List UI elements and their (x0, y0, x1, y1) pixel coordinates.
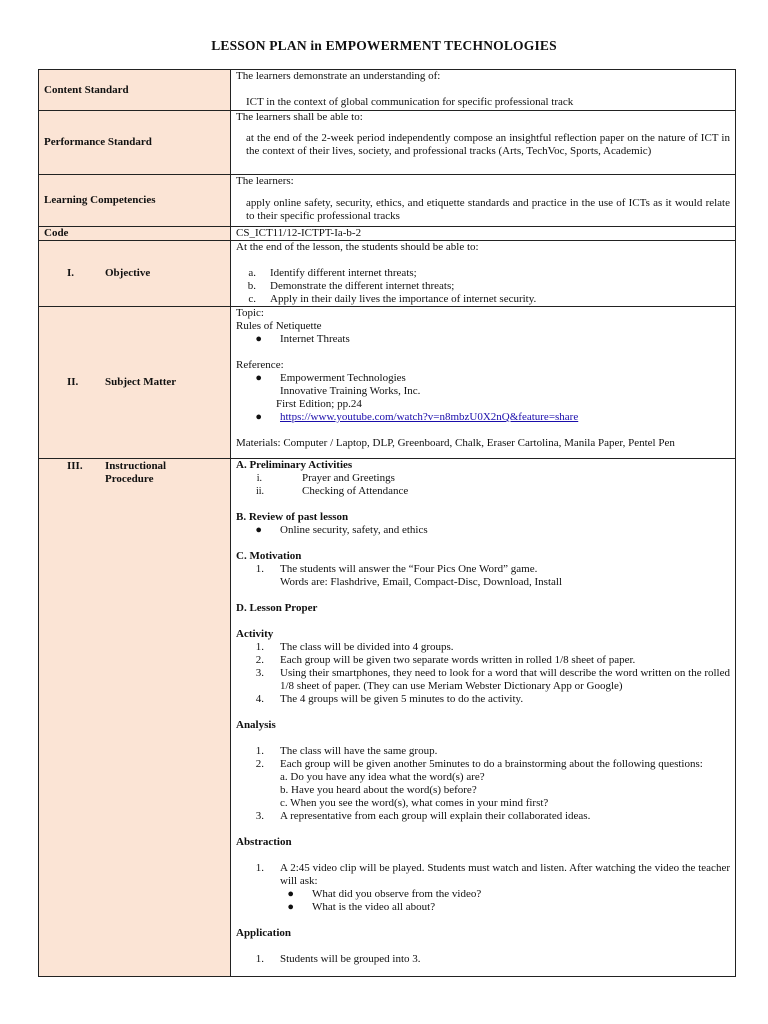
analysis-heading: Analysis (236, 719, 276, 731)
performance-standard-cell (231, 111, 736, 175)
code-value: CS_ICT11/12-ICTPT-Ia-b-2 (231, 227, 736, 241)
reference-link[interactable]: https://www.youtube.com/watch?v=n8mbzU0X2nQ&feature=share (280, 411, 579, 423)
performance-standard-text: at the end of the 2-week period independently compose an insightful reflection paper on the nature of ICT in the context of their lives, society, and professional tracks (Arts, TechVoc, Sports, Academic) (246, 132, 730, 157)
page-title: LESSON PLAN in EMPOWERMENT TECHNOLOGIES (211, 38, 557, 53)
procedure-label-cell (39, 459, 231, 977)
review-heading: B. Review of past lesson (236, 511, 349, 523)
procedure-number: III. (67, 460, 83, 472)
list-item: 1. Students will be grouped into 3. (255, 953, 421, 965)
activity-heading: Activity (236, 628, 274, 640)
subject-matter-cell (231, 307, 736, 459)
topic-line: Rules of Netiquette (236, 320, 322, 332)
objective-intro: At the end of the lesson, the students should be able to: (236, 241, 479, 253)
application-heading: Application (236, 927, 292, 939)
ref-edition: First Edition; pp.24 (276, 398, 362, 410)
list-item: 4. The 4 groups will be given 5 minutes to do the activity. (255, 693, 524, 705)
list-item: i. Prayer and Greetings (256, 472, 395, 484)
performance-standard-intro: The learners shall be able to: (236, 111, 363, 123)
motivation-words: Words are: Flashdrive, Email, Compact-Disc, Download, Install (280, 576, 562, 588)
code-label: Code (39, 227, 231, 241)
learning-competencies-cell (231, 175, 736, 227)
bullet-icon: ● (287, 888, 294, 900)
list-item: 2. Each group will be given another 5minutes to do a brainstorming about the following questions: a. Do you have any idea what the word(s) are? b. Have you heard about the word(s) before? c. When you see the word(s), what comes in your mind first? (255, 758, 703, 809)
list-item: 1. The students will answer the “Four Pics One Word” game. (255, 563, 538, 575)
content-standard-text: ICT in the context of global communication for specific professional track (246, 96, 574, 108)
procedure-label-line2: Procedure (105, 473, 154, 485)
row-content-standard (39, 70, 736, 111)
objective-label: Objective (105, 267, 151, 279)
list-item: ii. Checking of Attendance (255, 485, 409, 497)
list-item: 1. A 2:45 video clip will be played. Students must watch and listen. After watching the video the teacher will ask: (255, 862, 730, 887)
row-code (39, 227, 736, 241)
objective-cell (231, 241, 736, 307)
list-item: ● Online security, safety, and ethics (236, 524, 730, 537)
learning-competencies-intro: The learners: (236, 175, 294, 187)
content-standard-cell (231, 70, 736, 111)
list-item: 3. A representative from each group will explain their collaborated ideas. (255, 810, 591, 822)
list-item: a. Identify different internet threats; (248, 267, 417, 279)
content-standard-intro: The learners demonstrate an understanding of: (236, 70, 441, 82)
subject-matter-label-cell (39, 307, 231, 459)
bullet-icon: ● (255, 524, 262, 536)
ref-publisher: Innovative Training Works, Inc. (280, 385, 421, 397)
list-item: ● Empowerment Technologies (236, 372, 730, 385)
reference-label: Reference: (236, 359, 284, 371)
list-item: 1. The class will have the same group. (255, 745, 438, 757)
row-instructional-procedure (39, 459, 736, 977)
subject-matter-label: Subject Matter (105, 376, 177, 388)
bullet-icon: ● (255, 333, 262, 345)
objective-number: I. (67, 267, 75, 279)
list-item: ● Internet Threats (236, 333, 730, 346)
topic-label: Topic: (236, 307, 264, 319)
learning-competencies-text: apply online safety, security, ethics, and etiquette standards and practice in the use of ICTs as it would relate to their specific professional tracks (246, 197, 730, 222)
learning-competencies-label: Learning Competencies (39, 175, 231, 227)
procedure-label-line1: Instructional (105, 460, 167, 472)
bullet-icon: ● (287, 901, 294, 913)
list-item: 1. The class will be divided into 4 groups. (255, 641, 454, 653)
list-item: c. Apply in their daily lives the importance of internet security. (248, 293, 537, 305)
bullet-icon: ● (255, 372, 262, 384)
procedure-cell (231, 459, 736, 977)
row-objective (39, 241, 736, 307)
materials-text: Materials: Computer / Laptop, DLP, Greenboard, Chalk, Eraser Cartolina, Manila Paper, Pentel Pen (236, 437, 675, 449)
motivation-heading: C. Motivation (236, 550, 302, 562)
lesson-proper-heading: D. Lesson Proper (236, 602, 318, 614)
row-performance-standard (39, 111, 736, 175)
list-item: 2. Each group will be given two separate words written in rolled 1/8 sheet of paper. (255, 654, 636, 666)
row-learning-competencies (39, 175, 736, 227)
subject-matter-number: II. (67, 376, 79, 388)
performance-standard-label: Performance Standard (39, 111, 231, 175)
preliminary-activities-heading: A. Preliminary Activities (236, 459, 353, 471)
list-item: b. Demonstrate the different internet threats; (247, 280, 455, 292)
bullet-icon: ● (255, 411, 262, 423)
lesson-plan-table (38, 69, 736, 977)
list-item (236, 411, 730, 424)
abstraction-heading: Abstraction (236, 836, 292, 848)
row-subject-matter (39, 307, 736, 459)
list-item: ● What did you observe from the video? (236, 888, 730, 901)
content-standard-label: Content Standard (39, 70, 231, 111)
list-item: 3. Using their smartphones, they need to look for a word that will describe the word written on the rolled 1/8 sheet of paper. (They can use Meriam Webster Dictionary App or Google) (255, 667, 730, 692)
list-item: ● What is the video all about? (236, 901, 730, 914)
objective-label-cell (39, 241, 231, 307)
